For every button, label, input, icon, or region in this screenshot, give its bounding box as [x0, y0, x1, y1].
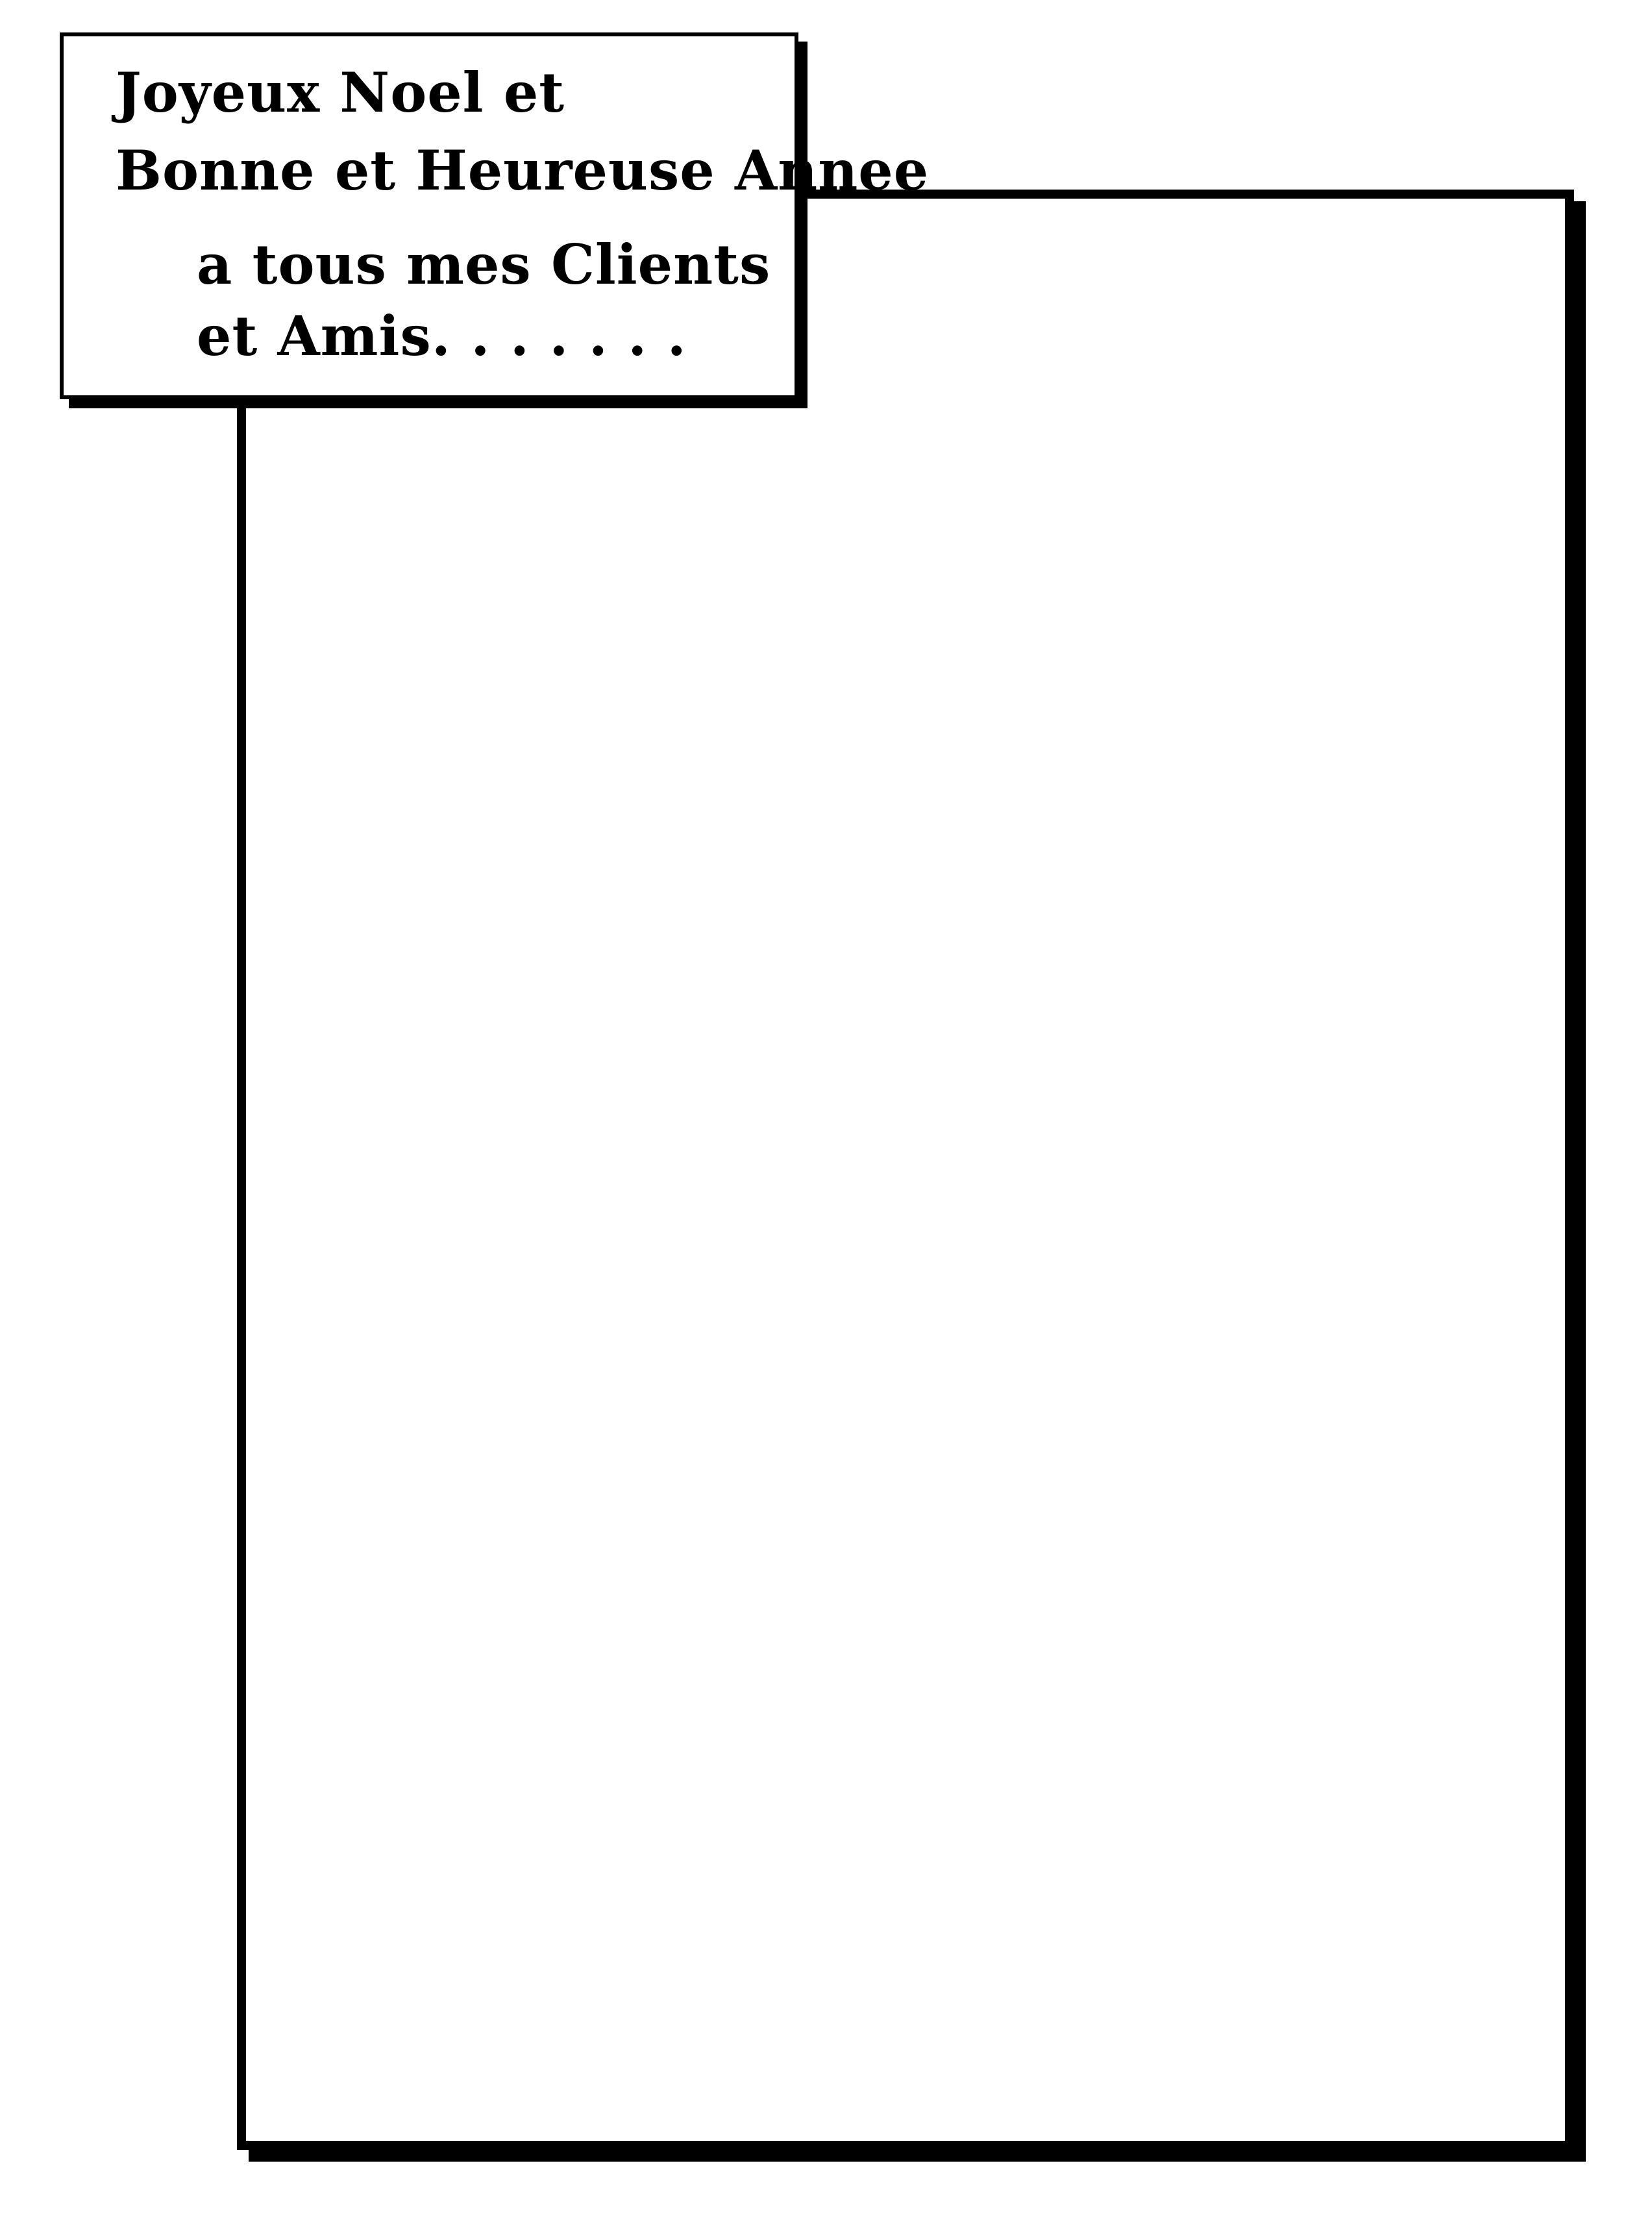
greeting-line-3: a tous mes Clients [197, 232, 771, 297]
greeting-line-1: Joyeux Noel et [116, 60, 565, 125]
greeting-box [60, 32, 930, 399]
greeting-line-4: et Amis. . . . . . . [197, 304, 687, 368]
advertisement-frame [237, 190, 1574, 2150]
greeting-line-2: Bonne et Heureuse Annee [116, 138, 930, 203]
